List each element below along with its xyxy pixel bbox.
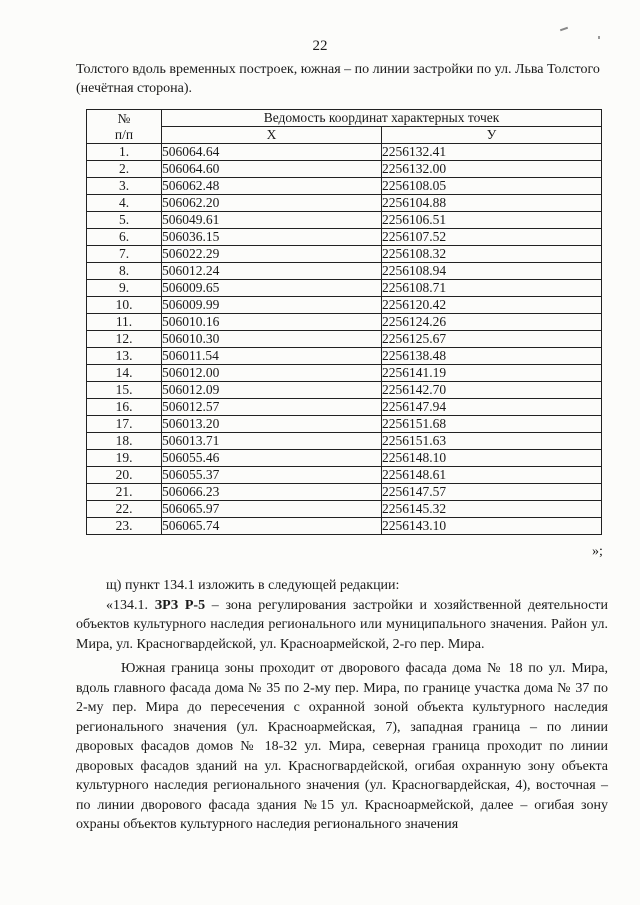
y-coordinate-cell: 2256104.88 bbox=[382, 195, 602, 212]
table-row bbox=[87, 297, 602, 314]
body-text bbox=[76, 576, 608, 835]
table-row bbox=[87, 365, 602, 382]
y-coordinate-cell: 2256108.32 bbox=[382, 246, 602, 263]
table-row bbox=[87, 246, 602, 263]
number-column-header bbox=[87, 110, 162, 144]
x-coordinate-cell: 506009.99 bbox=[162, 297, 382, 314]
y-coordinate-cell: 2256141.19 bbox=[382, 365, 602, 382]
y-coordinate-cell: 2256147.94 bbox=[382, 399, 602, 416]
table-row bbox=[87, 314, 602, 331]
number-abbrev: п/п bbox=[114, 126, 134, 142]
table-row bbox=[87, 178, 602, 195]
table-row bbox=[87, 280, 602, 297]
row-number-cell: 5. bbox=[87, 212, 162, 229]
table-row bbox=[87, 348, 602, 365]
x-coordinate-cell: 506065.74 bbox=[162, 518, 382, 535]
intro-paragraph: Толстого вдоль временных построек, южная – по линии застройки по ул. Льва Толстого (нечётная сторона). bbox=[76, 62, 600, 96]
coordinates-table bbox=[86, 109, 602, 535]
row-number-cell: 8. bbox=[87, 263, 162, 280]
y-coordinate-cell: 2256108.05 bbox=[382, 178, 602, 195]
table-row bbox=[87, 331, 602, 348]
row-number-cell: 23. bbox=[87, 518, 162, 535]
y-coordinate-cell: 2256148.61 bbox=[382, 467, 602, 484]
table-row bbox=[87, 195, 602, 212]
y-coordinate-cell: 2256108.94 bbox=[382, 263, 602, 280]
x-column-header: X bbox=[162, 127, 382, 144]
y-column-header: У bbox=[382, 127, 602, 144]
table-row bbox=[87, 501, 602, 518]
x-coordinate-cell: 506049.61 bbox=[162, 212, 382, 229]
table-row bbox=[87, 450, 602, 467]
y-coordinate-cell: 2256142.70 bbox=[382, 382, 602, 399]
x-coordinate-cell: 506055.46 bbox=[162, 450, 382, 467]
table-row bbox=[87, 229, 602, 246]
x-coordinate-cell: 506013.71 bbox=[162, 433, 382, 450]
x-coordinate-cell: 506012.24 bbox=[162, 263, 382, 280]
x-coordinate-cell: 506036.15 bbox=[162, 229, 382, 246]
x-coordinate-cell: 506064.60 bbox=[162, 161, 382, 178]
page-number: 22 bbox=[312, 38, 328, 54]
zone-paragraph bbox=[76, 596, 608, 655]
y-coordinate-cell: 2256151.68 bbox=[382, 416, 602, 433]
x-coordinate-cell: 506065.97 bbox=[162, 501, 382, 518]
x-coordinate-cell: 506011.54 bbox=[162, 348, 382, 365]
table-row bbox=[87, 467, 602, 484]
row-number-cell: 3. bbox=[87, 178, 162, 195]
x-coordinate-cell: 506064.64 bbox=[162, 144, 382, 161]
y-coordinate-cell: 2256151.63 bbox=[382, 433, 602, 450]
x-coordinate-cell: 506012.09 bbox=[162, 382, 382, 399]
x-coordinate-cell: 506022.29 bbox=[162, 246, 382, 263]
table-row bbox=[87, 416, 602, 433]
y-coordinate-cell: 2256147.57 bbox=[382, 484, 602, 501]
x-coordinate-cell: 506062.20 bbox=[162, 195, 382, 212]
row-number-cell: 16. bbox=[87, 399, 162, 416]
table-row bbox=[87, 399, 602, 416]
x-coordinate-cell: 506066.23 bbox=[162, 484, 382, 501]
zone-code: ЗРЗ Р-5 bbox=[154, 597, 206, 613]
row-number-cell: 20. bbox=[87, 467, 162, 484]
row-number-cell: 21. bbox=[87, 484, 162, 501]
row-number-cell: 13. bbox=[87, 348, 162, 365]
row-number-cell: 17. bbox=[87, 416, 162, 433]
zone-prefix: «134.1. bbox=[106, 597, 155, 613]
table-row bbox=[87, 212, 602, 229]
y-coordinate-cell: 2256148.10 bbox=[382, 450, 602, 467]
x-coordinate-cell: 506055.37 bbox=[162, 467, 382, 484]
coordinates-table-body bbox=[87, 144, 602, 535]
x-coordinate-cell: 506012.00 bbox=[162, 365, 382, 382]
x-coordinate-cell: 506062.48 bbox=[162, 178, 382, 195]
x-coordinate-cell: 506013.20 bbox=[162, 416, 382, 433]
row-number-cell: 22. bbox=[87, 501, 162, 518]
row-number-cell: 9. bbox=[87, 280, 162, 297]
table-row bbox=[87, 433, 602, 450]
y-coordinate-cell: 2256145.32 bbox=[382, 501, 602, 518]
row-number-cell: 19. bbox=[87, 450, 162, 467]
row-number-cell: 14. bbox=[87, 365, 162, 382]
y-coordinate-cell: 2256125.67 bbox=[382, 331, 602, 348]
row-number-cell: 18. bbox=[87, 433, 162, 450]
table-row bbox=[87, 382, 602, 399]
y-coordinate-cell: 2256107.52 bbox=[382, 229, 602, 246]
x-coordinate-cell: 506010.30 bbox=[162, 331, 382, 348]
row-number-cell: 11. bbox=[87, 314, 162, 331]
row-number-cell: 4. bbox=[87, 195, 162, 212]
y-coordinate-cell: 2256132.41 bbox=[382, 144, 602, 161]
boundary-paragraph: Южная граница зоны проходит от дворового фасада дома № 18 по ул. Мира, вдоль главного фасада дома № 35 по 2-му пер. Мира, по границе участка дома № 37 по 2-му пер. Мира до пересечения с охранной зоной объекта культурного наследия регионального значения (ул. Красноармейская, 7), западная граница – по линии дворовых фасадов домов № 18-32 ул. Мира, северная граница проходит по линии дворовых фасадов зданий на ул. Красногвардейской, огибая охранную зону объекта культурного наследия регионального значения (ул. Красногвардейская, 4), восточная – по линии дворового фасада здания №15 ул. Красноармейской, далее – огибая зону охраны объектов культурного наследия регионального значения bbox=[76, 661, 608, 832]
row-number-cell: 10. bbox=[87, 297, 162, 314]
y-coordinate-cell: 2256124.26 bbox=[382, 314, 602, 331]
y-coordinate-cell: 2256143.10 bbox=[382, 518, 602, 535]
zone-description: – зона регулирования застройки и хозяйственной деятельности объектов культурного наследия регионального или муниципального значения. Район ул. Мира, ул. Красногвардейской, ул. Красноармейской, 2-го пер. Мира. bbox=[76, 597, 609, 652]
row-number-cell: 6. bbox=[87, 229, 162, 246]
closing-quote: »; bbox=[592, 544, 603, 559]
y-coordinate-cell: 2256106.51 bbox=[382, 212, 602, 229]
table-row bbox=[87, 484, 602, 501]
row-number-cell: 7. bbox=[87, 246, 162, 263]
item-line: щ) пункт 134.1 изложить в следующей редакции: bbox=[106, 578, 400, 593]
x-coordinate-cell: 506009.65 bbox=[162, 280, 382, 297]
x-coordinate-cell: 506010.16 bbox=[162, 314, 382, 331]
x-coordinate-cell: 506012.57 bbox=[162, 399, 382, 416]
row-number-cell: 1. bbox=[87, 144, 162, 161]
y-coordinate-cell: 2256132.00 bbox=[382, 161, 602, 178]
table-caption: Ведомость координат характерных точек bbox=[162, 110, 602, 127]
table-row bbox=[87, 518, 602, 535]
scan-artifact-mark bbox=[560, 27, 568, 32]
row-number-cell: 2. bbox=[87, 161, 162, 178]
table-row bbox=[87, 161, 602, 178]
row-number-cell: 15. bbox=[87, 382, 162, 399]
row-number-cell: 12. bbox=[87, 331, 162, 348]
table-row bbox=[87, 144, 602, 161]
y-coordinate-cell: 2256108.71 bbox=[382, 280, 602, 297]
number-sign: № bbox=[117, 110, 131, 126]
y-coordinate-cell: 2256120.42 bbox=[382, 297, 602, 314]
y-coordinate-cell: 2256138.48 bbox=[382, 348, 602, 365]
table-row bbox=[87, 263, 602, 280]
